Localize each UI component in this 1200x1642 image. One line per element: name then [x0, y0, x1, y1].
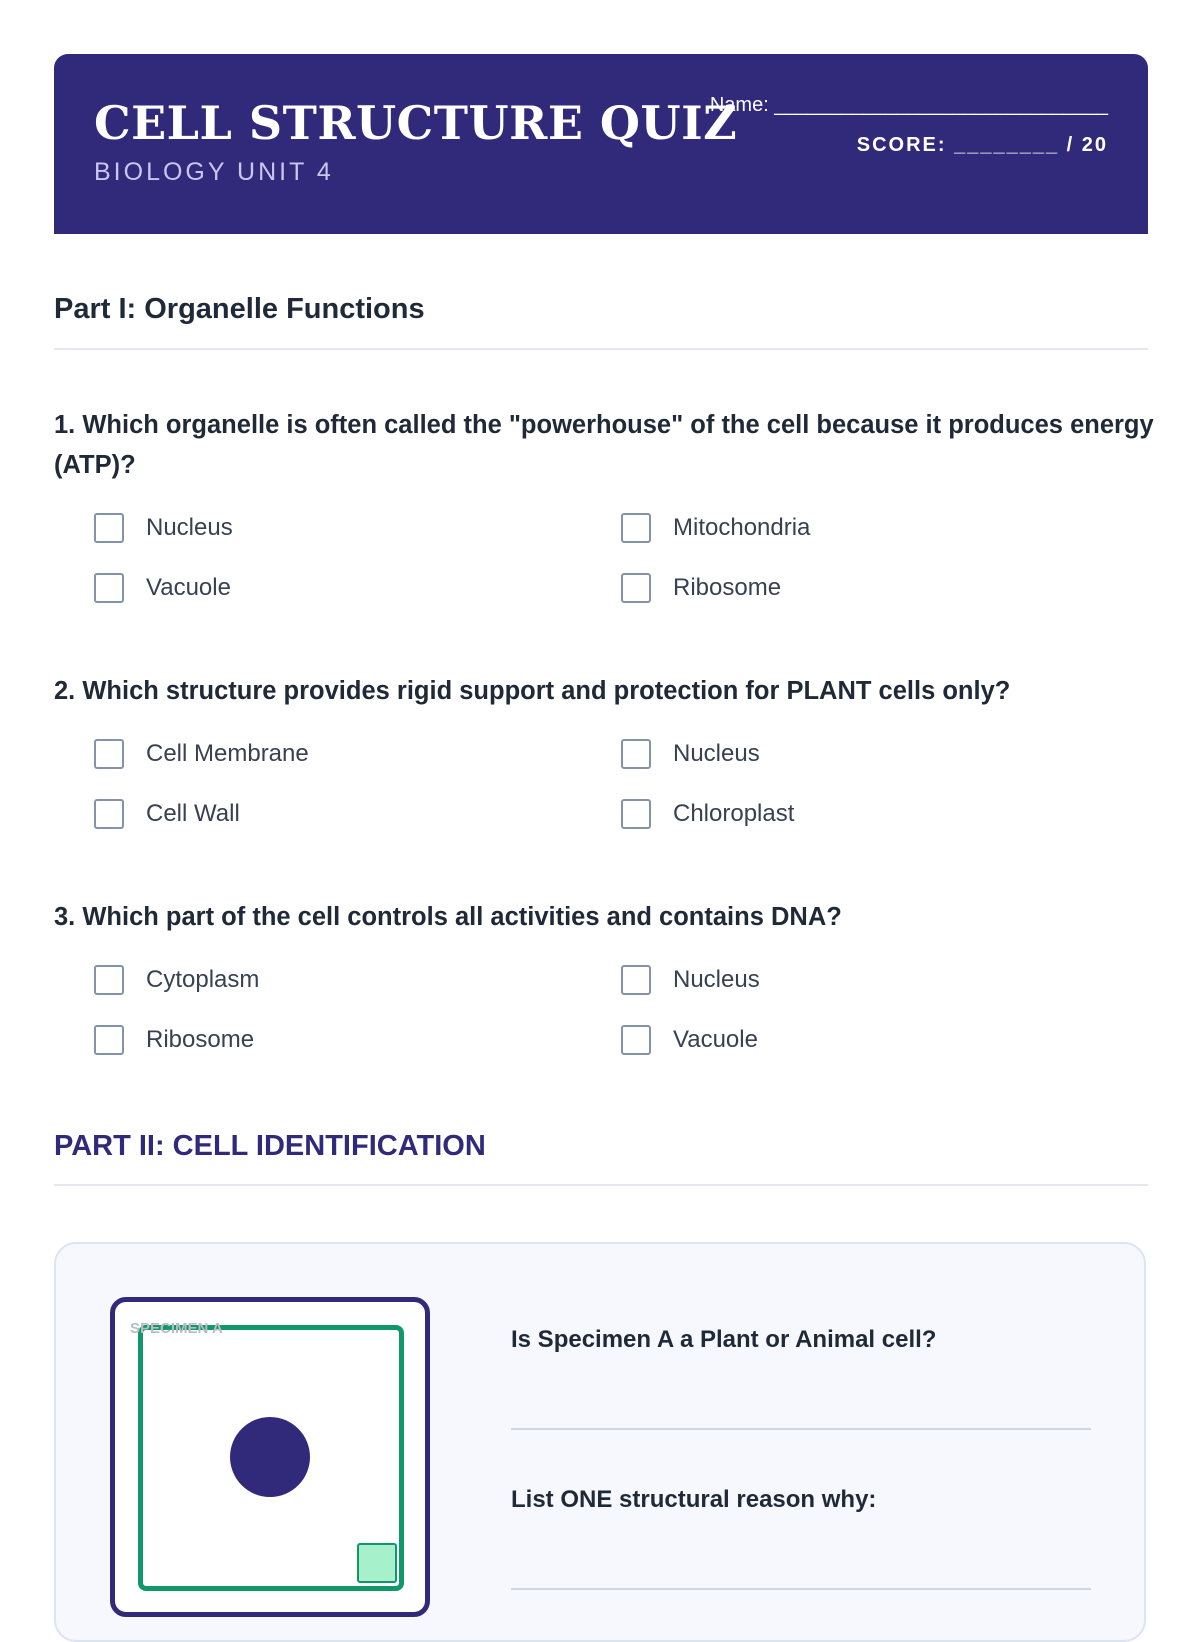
q2-option-chloroplast[interactable]: [621, 797, 794, 831]
option-label: Nucleus: [146, 514, 233, 541]
q2-option-cell-membrane[interactable]: [94, 737, 309, 771]
q2-option-nucleus[interactable]: [621, 737, 760, 771]
option-label: Cytoplasm: [146, 966, 260, 993]
checkbox[interactable]: [621, 513, 651, 543]
checkbox[interactable]: [621, 739, 651, 769]
part1-title: Part I: Organelle Functions: [54, 293, 425, 325]
checkbox[interactable]: [621, 965, 651, 995]
answer-line-cell-type[interactable]: [511, 1428, 1091, 1430]
score-field: SCORE: ________ / 20: [856, 134, 1108, 156]
q1-option-vacuole[interactable]: [94, 571, 231, 605]
option-label: Nucleus: [673, 740, 760, 767]
answer-line-reason[interactable]: [511, 1588, 1091, 1590]
option-label: Vacuole: [146, 574, 231, 601]
q3-option-ribosome[interactable]: [94, 1023, 254, 1057]
checkbox[interactable]: [94, 965, 124, 995]
q3-option-cytoplasm[interactable]: [94, 963, 259, 997]
option-label: Cell Wall: [146, 800, 240, 827]
q3-option-nucleus[interactable]: [621, 963, 760, 997]
option-label: Ribosome: [673, 574, 782, 601]
checkbox[interactable]: [621, 1025, 651, 1055]
chloroplast-shape: [357, 1543, 397, 1583]
option-label: Cell Membrane: [146, 740, 309, 767]
checkbox[interactable]: [94, 739, 124, 769]
q1-option-nucleus[interactable]: [94, 511, 233, 545]
checkbox[interactable]: [621, 573, 651, 603]
part1-divider: [54, 348, 1148, 350]
prompt-cell-type: Is Specimen A a Plant or Animal cell?: [511, 1326, 937, 1353]
nucleus-shape: [230, 1417, 310, 1497]
checkbox[interactable]: [94, 799, 124, 829]
part2-divider: [54, 1184, 1148, 1186]
option-label: Chloroplast: [673, 800, 795, 827]
prompt-reason: List ONE structural reason why:: [511, 1486, 877, 1513]
checkbox[interactable]: [94, 573, 124, 603]
option-label: Mitochondria: [673, 514, 811, 541]
q1-option-ribosome[interactable]: [621, 571, 781, 605]
option-label: Ribosome: [146, 1026, 255, 1053]
q1-option-mitochondria[interactable]: [621, 511, 810, 545]
quiz-subtitle: BIOLOGY UNIT 4: [94, 158, 334, 186]
option-label: Nucleus: [673, 966, 760, 993]
question-2: 2. Which structure provides rigid support and protection for PLANT cells only?: [54, 677, 1011, 705]
quiz-title: CELL STRUCTURE QUIZ: [94, 96, 738, 150]
part2-title: PART II: CELL IDENTIFICATION: [54, 1130, 486, 1162]
name-field[interactable]: Name: ______________________________: [709, 94, 1108, 116]
option-label: Vacuole: [673, 1026, 758, 1053]
q2-option-cell-wall[interactable]: [94, 797, 240, 831]
quiz-header: [54, 54, 1148, 234]
q3-option-vacuole[interactable]: [621, 1023, 758, 1057]
question-1: 1. Which organelle is often called the "powerhouse" of the cell because it produces energy (ATP)?: [54, 411, 1154, 479]
checkbox[interactable]: [94, 513, 124, 543]
specimen-label: SPECIMEN A: [130, 1320, 223, 1337]
checkbox[interactable]: [621, 799, 651, 829]
question-3: 3. Which part of the cell controls all activities and contains DNA?: [54, 903, 842, 931]
checkbox[interactable]: [94, 1025, 124, 1055]
